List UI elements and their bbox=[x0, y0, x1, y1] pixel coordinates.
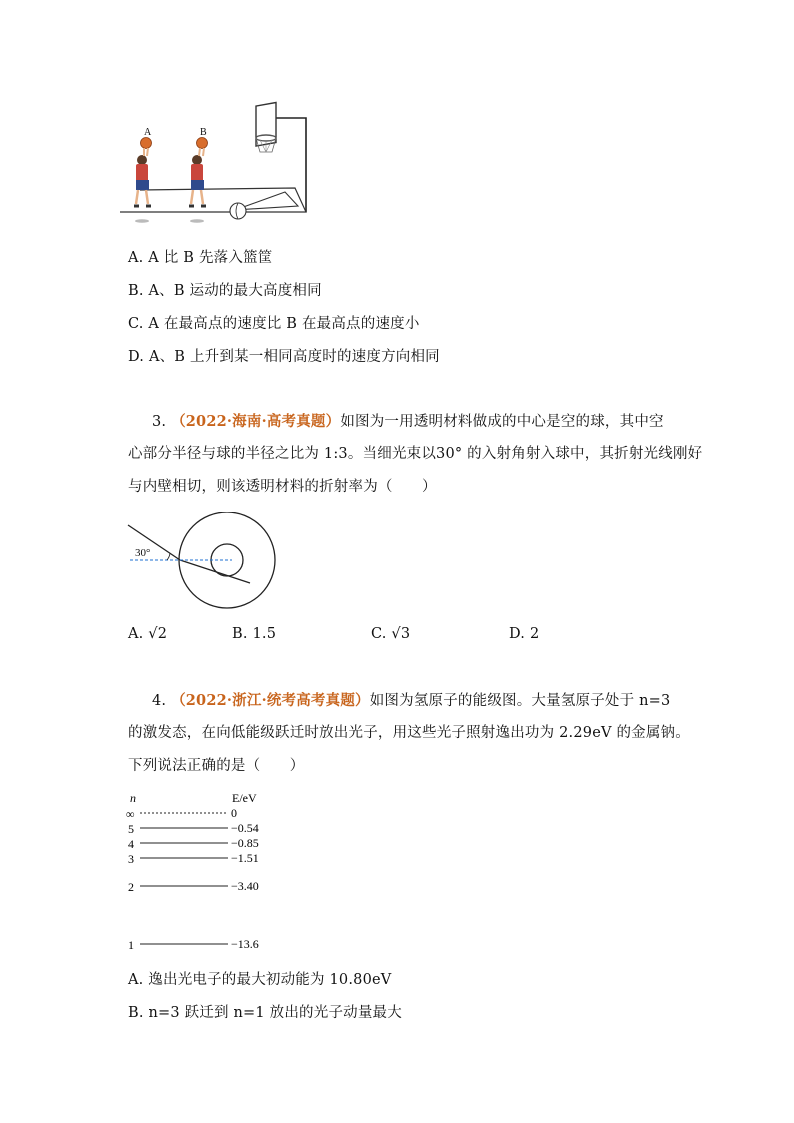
level-e-5: −0.54 bbox=[231, 821, 259, 835]
q3-stem-line2: 心部分半径与球的半径之比为 1:3。当细光束以30° 的入射角射入球中，其折射光线刚好 bbox=[128, 446, 703, 462]
q3-stem-line3: 与内壁相切，则该透明材料的折射率为（ ） bbox=[128, 479, 437, 495]
level-n-2: 2 bbox=[128, 880, 134, 894]
option-letter: A. bbox=[128, 626, 144, 642]
basketball-figure bbox=[120, 100, 320, 242]
q3-option-a bbox=[128, 624, 167, 644]
option-text: 2 bbox=[529, 626, 540, 642]
option-letter: C. bbox=[371, 626, 387, 642]
level-n-5: 5 bbox=[128, 822, 134, 836]
option-text: n=3 跃迁到 n=1 放出的光子动量最大 bbox=[148, 1005, 402, 1021]
q3-option-c bbox=[371, 624, 410, 644]
level-e-3: −1.51 bbox=[231, 851, 259, 865]
q4-option-a bbox=[128, 970, 391, 990]
q3-stem-text1: 如图为一用透明材料做成的中心是空的球，其中空 bbox=[340, 414, 664, 430]
angle-label: 30° bbox=[135, 547, 151, 559]
option-letter: B. bbox=[128, 283, 144, 299]
q3-number: 3. bbox=[152, 414, 167, 430]
option-text: A 比 B 先落入篮筐 bbox=[148, 250, 273, 266]
option-text: √2 bbox=[148, 626, 168, 642]
option-text: 1.5 bbox=[252, 626, 277, 642]
option-text: 逸出光电子的最大初动能为 10.80eV bbox=[148, 972, 392, 988]
q4-stem-line3: 下列说法正确的是（ ） bbox=[128, 758, 305, 774]
q2-option-d bbox=[128, 347, 440, 367]
hollow-sphere-figure bbox=[120, 512, 310, 612]
q4-stem-line1 bbox=[152, 691, 670, 711]
level-n-1: 1 bbox=[128, 938, 134, 952]
energy-level-diagram bbox=[120, 788, 300, 956]
q4-stem-text1: 如图为氢原子的能级图。大量氢原子处于 n=3 bbox=[369, 693, 671, 709]
player-a-label: A bbox=[144, 127, 152, 138]
level-e-4: −0.85 bbox=[231, 836, 259, 850]
q2-option-b bbox=[128, 281, 322, 301]
q3-stem-line1 bbox=[152, 412, 664, 432]
option-text: A、B 运动的最大高度相同 bbox=[148, 283, 322, 299]
option-letter: C. bbox=[128, 316, 144, 332]
player-b-label: B bbox=[200, 127, 207, 138]
option-text: A、B 上升到某一相同高度时的速度方向相同 bbox=[148, 349, 440, 365]
level-e-2: −3.40 bbox=[231, 879, 259, 893]
q4-source: （2022·浙江·统考高考真题） bbox=[171, 692, 370, 709]
q2-option-c bbox=[128, 314, 420, 334]
q4-stem-line2: 的激发态，在向低能级跃迁时放出光子，用这些光子照射逸出功为 2.29eV 的金属钠。 bbox=[128, 725, 690, 741]
q4-option-b bbox=[128, 1003, 402, 1023]
q2-option-a bbox=[128, 248, 272, 268]
option-letter: D. bbox=[509, 626, 526, 642]
option-letter: B. bbox=[232, 626, 248, 642]
option-text: √3 bbox=[391, 626, 411, 642]
level-e-inf: 0 bbox=[231, 806, 237, 820]
q4-number: 4. bbox=[152, 693, 167, 709]
option-letter: A. bbox=[128, 972, 144, 988]
level-n-3: 3 bbox=[128, 852, 134, 866]
level-n-inf: ∞ bbox=[126, 807, 135, 821]
q3-option-d bbox=[509, 624, 539, 644]
q3-source: （2022·海南·高考真题） bbox=[171, 413, 341, 430]
option-letter: A. bbox=[128, 250, 144, 266]
option-letter: D. bbox=[128, 349, 145, 365]
q3-option-b bbox=[232, 624, 276, 644]
e-header: E/eV bbox=[232, 791, 257, 805]
n-header: n bbox=[130, 791, 136, 805]
option-letter: B. bbox=[128, 1005, 144, 1021]
level-e-1: −13.6 bbox=[231, 937, 259, 951]
option-text: A 在最高点的速度比 B 在最高点的速度小 bbox=[148, 316, 420, 332]
level-n-4: 4 bbox=[128, 837, 134, 851]
